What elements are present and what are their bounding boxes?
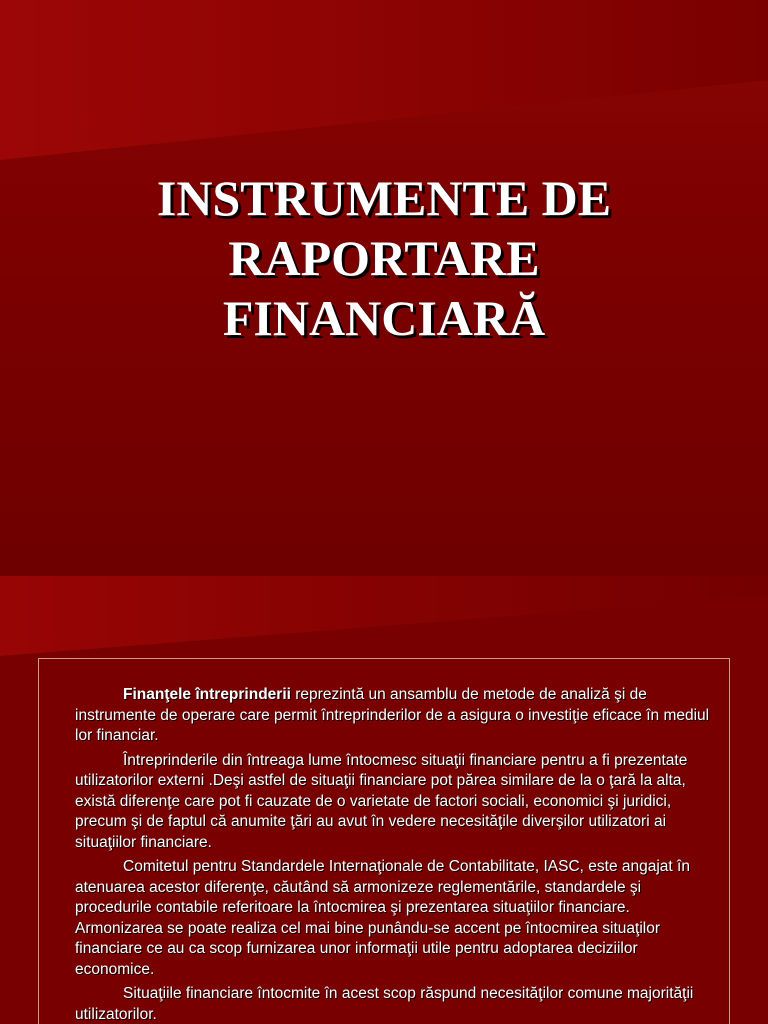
slide-title-line: FINANCIARĂ — [222, 290, 546, 346]
paragraph-text: Întreprinderile din întreaga lume întocmesc situaţii financiare pentru a fi prezentate utilizatorilor externi .Deşi astfel de situaţii financiare pot părea similare de la o ţară la alta, există diferenţe care pot fi cauzate de o varietate de factori sociali, economici şi juridici, precum şi de faptul că anumite ţări au avut în vedere necesităţile diverşilor utilizatori ai situaţiilor financiare. — [75, 751, 688, 851]
content-text-box — [38, 658, 730, 1024]
paragraph-text: Situaţiile financiare întocmite în acest scop răspund necesităţilor comune majorităţii utilizatorilor. — [75, 985, 694, 1023]
slide-decor-band — [0, 0, 768, 160]
paragraph — [75, 685, 721, 747]
slide-title-line: INSTRUMENTE DE — [156, 170, 612, 226]
paragraph-text: Comitetul pentru Standardele Internaţionale de Contabilitate, IASC, este angajat în atenuarea acestor diferenţe, căutând să armonizeze reglementările, standardele şi procedurile contabile referitoare la întocmirea şi prezentarea situaţiilor financiare. Armonizarea se poate realiza cel mai bine punându-se accent pe întocmirea situaţilor financiare ce au ca scop furnizarea unor informaţii utile pentru adoptarea deciziilor economice. — [75, 858, 690, 978]
paragraph-text: reprezintă un ansamblu de metode de analiză şi de instrumente de operare care permit întreprinderilor de a asigura o investiţie eficace în mediul lor financiar. — [75, 686, 710, 744]
slide-title — [84, 168, 684, 348]
paragraph — [75, 984, 721, 1024]
paragraph-bold-term: Finanţele întreprinderii — [123, 686, 291, 703]
slide-title-line: RAPORTARE — [228, 230, 540, 286]
paragraph — [75, 751, 721, 854]
paragraph — [75, 857, 721, 980]
